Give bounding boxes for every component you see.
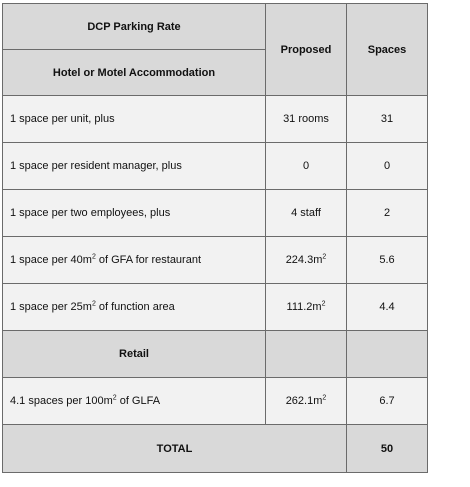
section-label: Retail: [3, 331, 266, 378]
row-description: 1 space per $40m^2$ of GFA for restaurant: [3, 237, 266, 284]
row-spaces: 31: [347, 96, 428, 143]
header-hotel-motel: Hotel or Motel Accommodation: [3, 50, 266, 96]
table-row: [3, 284, 428, 331]
parking-table-container: [2, 3, 428, 473]
table-row: [3, 96, 428, 143]
row-proposed: $262.1m^2$: [266, 378, 347, 425]
row-spaces: 5.6: [347, 237, 428, 284]
table-row: [3, 237, 428, 284]
parking-rate-table: [2, 3, 428, 473]
total-label: TOTAL: [3, 425, 347, 473]
header-spaces: Spaces: [347, 4, 428, 96]
section-row-retail: [3, 331, 428, 378]
section-empty-cell: [266, 331, 347, 378]
row-description: 1 space per unit, plus: [3, 96, 266, 143]
total-row: [3, 425, 428, 473]
row-description: 1 space per $25m^2$ of function area: [3, 284, 266, 331]
total-value: 50: [347, 425, 428, 473]
row-spaces: 2: [347, 190, 428, 237]
table-row: [3, 143, 428, 190]
header-proposed: Proposed: [266, 4, 347, 96]
row-proposed: 4 staff: [266, 190, 347, 237]
table-row: [3, 190, 428, 237]
row-description: 4.1 spaces per $100m^2$ of GLFA: [3, 378, 266, 425]
row-proposed: 31 rooms: [266, 96, 347, 143]
row-proposed: $111.2m^2$: [266, 284, 347, 331]
row-proposed: $224.3m^2$: [266, 237, 347, 284]
row-spaces: 0: [347, 143, 428, 190]
row-description: 1 space per two employees, plus: [3, 190, 266, 237]
row-spaces: 4.4: [347, 284, 428, 331]
section-empty-cell: [347, 331, 428, 378]
row-spaces: 6.7: [347, 378, 428, 425]
row-description: 1 space per resident manager, plus: [3, 143, 266, 190]
header-dcp-parking-rate: DCP Parking Rate: [3, 4, 266, 50]
table-row: [3, 378, 428, 425]
row-proposed: 0: [266, 143, 347, 190]
